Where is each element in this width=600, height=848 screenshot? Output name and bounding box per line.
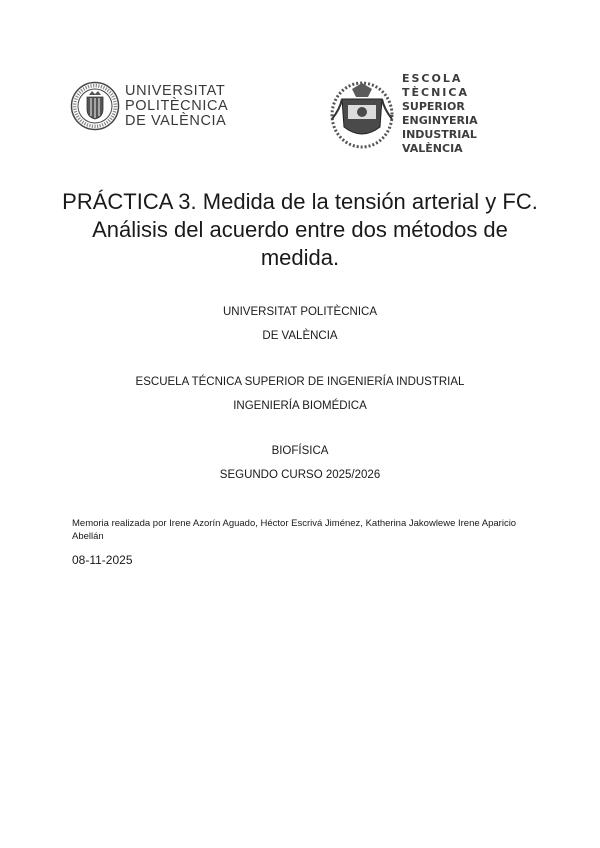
etsii-line-3: INDUSTRIAL VALÈNCIA — [402, 128, 477, 155]
document-date: 08-11-2025 — [72, 553, 133, 567]
upv-logo — [70, 78, 230, 134]
etsii-logo — [330, 72, 530, 155]
institution-line-2: DE VALÈNCIA — [262, 330, 338, 342]
upv-line-1: UNIVERSITAT — [125, 82, 226, 99]
document-title: PRÁCTICA 3. Medida de la tensión arterial y FC. Análisis del acuerdo entre dos métodos de medida. — [62, 189, 538, 270]
school-line-2: INGENIERÍA BIOMÉDICA — [233, 400, 367, 412]
upv-line-3: DE VALÈNCIA — [125, 112, 227, 129]
course-subject: BIOFÍSICA — [271, 445, 329, 457]
course-year: SEGUNDO CURSO 2025/2026 — [219, 469, 381, 481]
etsii-crest-icon — [330, 79, 394, 149]
etsii-wordmark — [402, 72, 530, 156]
school-line-1: ESCUELA TÉCNICA SUPERIOR DE INGENIERÍA INDUSTRIAL — [135, 376, 465, 388]
institution-line-1: UNIVERSITAT POLITÈCNICA — [223, 306, 377, 318]
etsii-line-2: SUPERIOR ENGINYERIA — [402, 100, 478, 127]
upv-seal-icon — [70, 81, 120, 131]
upv-line-2: POLITÈCNICA — [125, 97, 229, 114]
memoria-authors: Memoria realizada por Irene Azorín Aguado, Héctor Escrivá Jiménez, Katherina Jakowlewe Irene Aparicio Abellán — [72, 518, 517, 542]
upv-wordmark — [125, 84, 228, 129]
etsii-line-1: ESCOLA TÈCNICA — [402, 72, 469, 99]
